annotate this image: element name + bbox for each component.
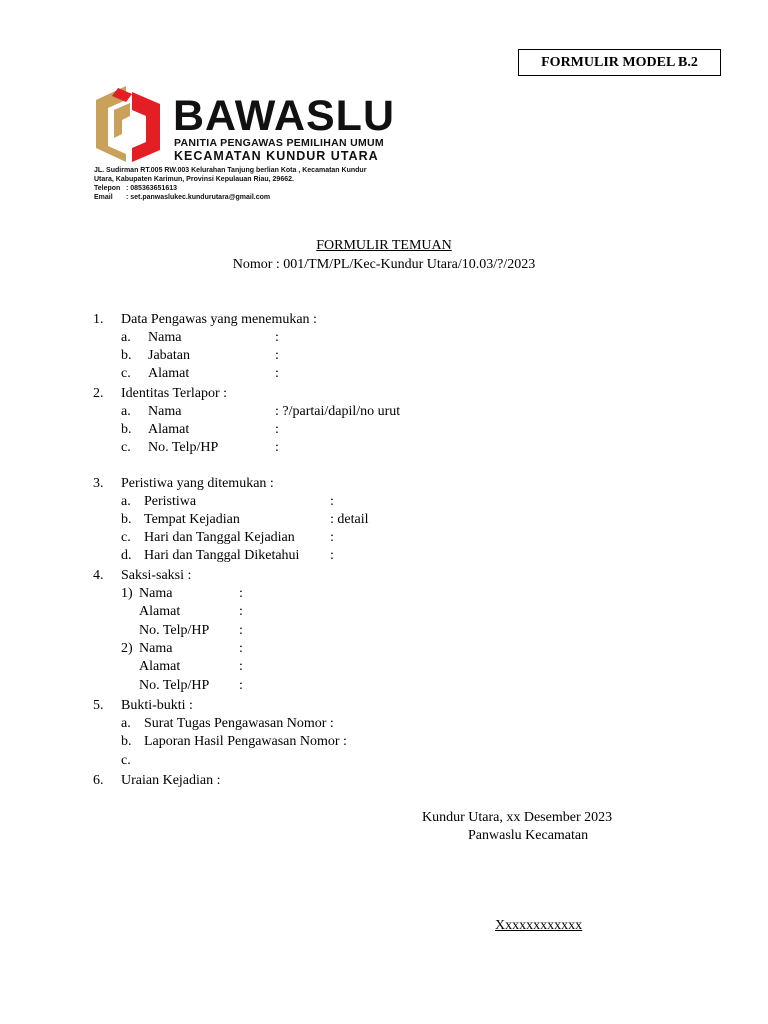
s3-label-tempat: Tempat Kejadian [144, 512, 240, 527]
section-5-title: Bukti-bukti : [121, 698, 193, 713]
s3-value-peristiwa: : [330, 494, 334, 509]
section-1-title: Data Pengawas yang menemukan : [121, 312, 317, 327]
logo-red-shape [132, 92, 160, 162]
witness-1-number: 1) [121, 586, 133, 601]
telepon-label: Telepon [94, 185, 121, 192]
s2-value-alamat: : [275, 422, 279, 437]
section-3-number: 3. [93, 476, 104, 491]
section-6-number: 6. [93, 773, 104, 788]
s1-value-nama: : [275, 330, 279, 345]
form-model-label: FORMULIR MODEL B.2 [518, 49, 721, 76]
section-1-number: 1. [93, 312, 104, 327]
address-line-1: JL. Sudirman RT.005 RW.003 Kelurahan Tanjung berlian Kota , Kecamatan Kundur [94, 167, 367, 174]
form-title: FORMULIR TEMUAN [316, 238, 452, 253]
s2-label-alamat: Alamat [148, 422, 190, 437]
s3-label-peristiwa: Peristiwa [144, 494, 197, 509]
s3-letter-b: b. [121, 512, 132, 527]
s1-value-alamat: : [275, 366, 279, 381]
s2-value-telp: : [275, 440, 279, 455]
witness-2-number: 2) [121, 641, 133, 656]
email-label: Email [94, 194, 113, 201]
s2-letter-a: a. [121, 404, 131, 419]
s1-letter-c: c. [121, 366, 131, 381]
witness-2-nama-colon: : [239, 641, 243, 656]
address-line-2: Utara, Kabupaten Karimun, Provinsi Kepulauan Riau, 29662. [94, 176, 294, 183]
witness-2-telp-colon: : [239, 678, 243, 693]
bawaslu-logo-icon [92, 86, 164, 162]
s2-letter-b: b. [121, 422, 132, 437]
section-4-number: 4. [93, 568, 104, 583]
s5-letter-c: c. [121, 753, 131, 768]
s3-letter-d: d. [121, 548, 132, 563]
section-5-number: 5. [93, 698, 104, 713]
signature-place-date: Kundur Utara, xx Desember 2023 [422, 810, 613, 825]
witness-1-nama-label: Nama [139, 586, 173, 601]
section-2-title: Identitas Terlapor : [121, 386, 228, 401]
s3-letter-c: c. [121, 530, 131, 545]
brand-name: BAWASLU [173, 92, 395, 140]
s3-label-hari-kejadian: Hari dan Tanggal Kejadian [144, 530, 295, 545]
brand-subtitle-2: KECAMATAN KUNDUR UTARA [174, 149, 379, 163]
s2-label-telp: No. Telp/HP [148, 440, 219, 455]
section-4-title: Saksi-saksi : [121, 568, 192, 583]
signature-name: Xxxxxxxxxxxx [495, 918, 583, 933]
s3-value-tempat: : detail [330, 512, 369, 527]
witness-2-alamat-label: Alamat [139, 659, 181, 674]
s2-letter-c: c. [121, 440, 131, 455]
section-2-number: 2. [93, 386, 104, 401]
brand-subtitle-1: PANITIA PENGAWAS PEMILIHAN UMUM [174, 137, 384, 149]
s3-label-hari-diketahui: Hari dan Tanggal Diketahui [144, 548, 300, 563]
signature-organization: Panwaslu Kecamatan [468, 828, 589, 843]
section-6-title: Uraian Kejadian : [121, 773, 221, 788]
s3-value-hari-diketahui: : [330, 548, 334, 563]
witness-2-nama-label: Nama [139, 641, 173, 656]
witness-1-alamat-colon: : [239, 604, 243, 619]
s2-label-nama: Nama [148, 404, 182, 419]
s1-label-nama: Nama [148, 330, 182, 345]
s1-letter-b: b. [121, 348, 132, 363]
witness-1-nama-colon: : [239, 586, 243, 601]
witness-2-telp-label: No. Telp/HP [139, 678, 210, 693]
logo-gold-inner [114, 103, 130, 138]
section-3-title: Peristiwa yang ditemukan : [121, 476, 274, 491]
s1-value-jabatan: : [275, 348, 279, 363]
s1-label-jabatan: Jabatan [148, 348, 190, 363]
s1-letter-a: a. [121, 330, 131, 345]
s5-label-laporan: Laporan Hasil Pengawasan Nomor : [144, 734, 347, 749]
s3-letter-a: a. [121, 494, 131, 509]
witness-1-telp-colon: : [239, 623, 243, 638]
email-value: : set.panwaslukec.kundurutara@gmail.com [126, 194, 271, 201]
s5-label-surat-tugas: Surat Tugas Pengawasan Nomor : [144, 716, 334, 731]
s2-value-nama: : ?/partai/dapil/no urut [275, 404, 401, 419]
witness-2-alamat-colon: : [239, 659, 243, 674]
s5-letter-a: a. [121, 716, 131, 731]
s1-label-alamat: Alamat [148, 366, 190, 381]
telepon-value: : 085363651613 [126, 185, 177, 192]
witness-1-telp-label: No. Telp/HP [139, 623, 210, 638]
witness-1-alamat-label: Alamat [139, 604, 181, 619]
form-number: Nomor : 001/TM/PL/Kec-Kundur Utara/10.03/?/2023 [232, 257, 536, 272]
s5-letter-b: b. [121, 734, 132, 749]
s3-value-hari-kejadian: : [330, 530, 334, 545]
